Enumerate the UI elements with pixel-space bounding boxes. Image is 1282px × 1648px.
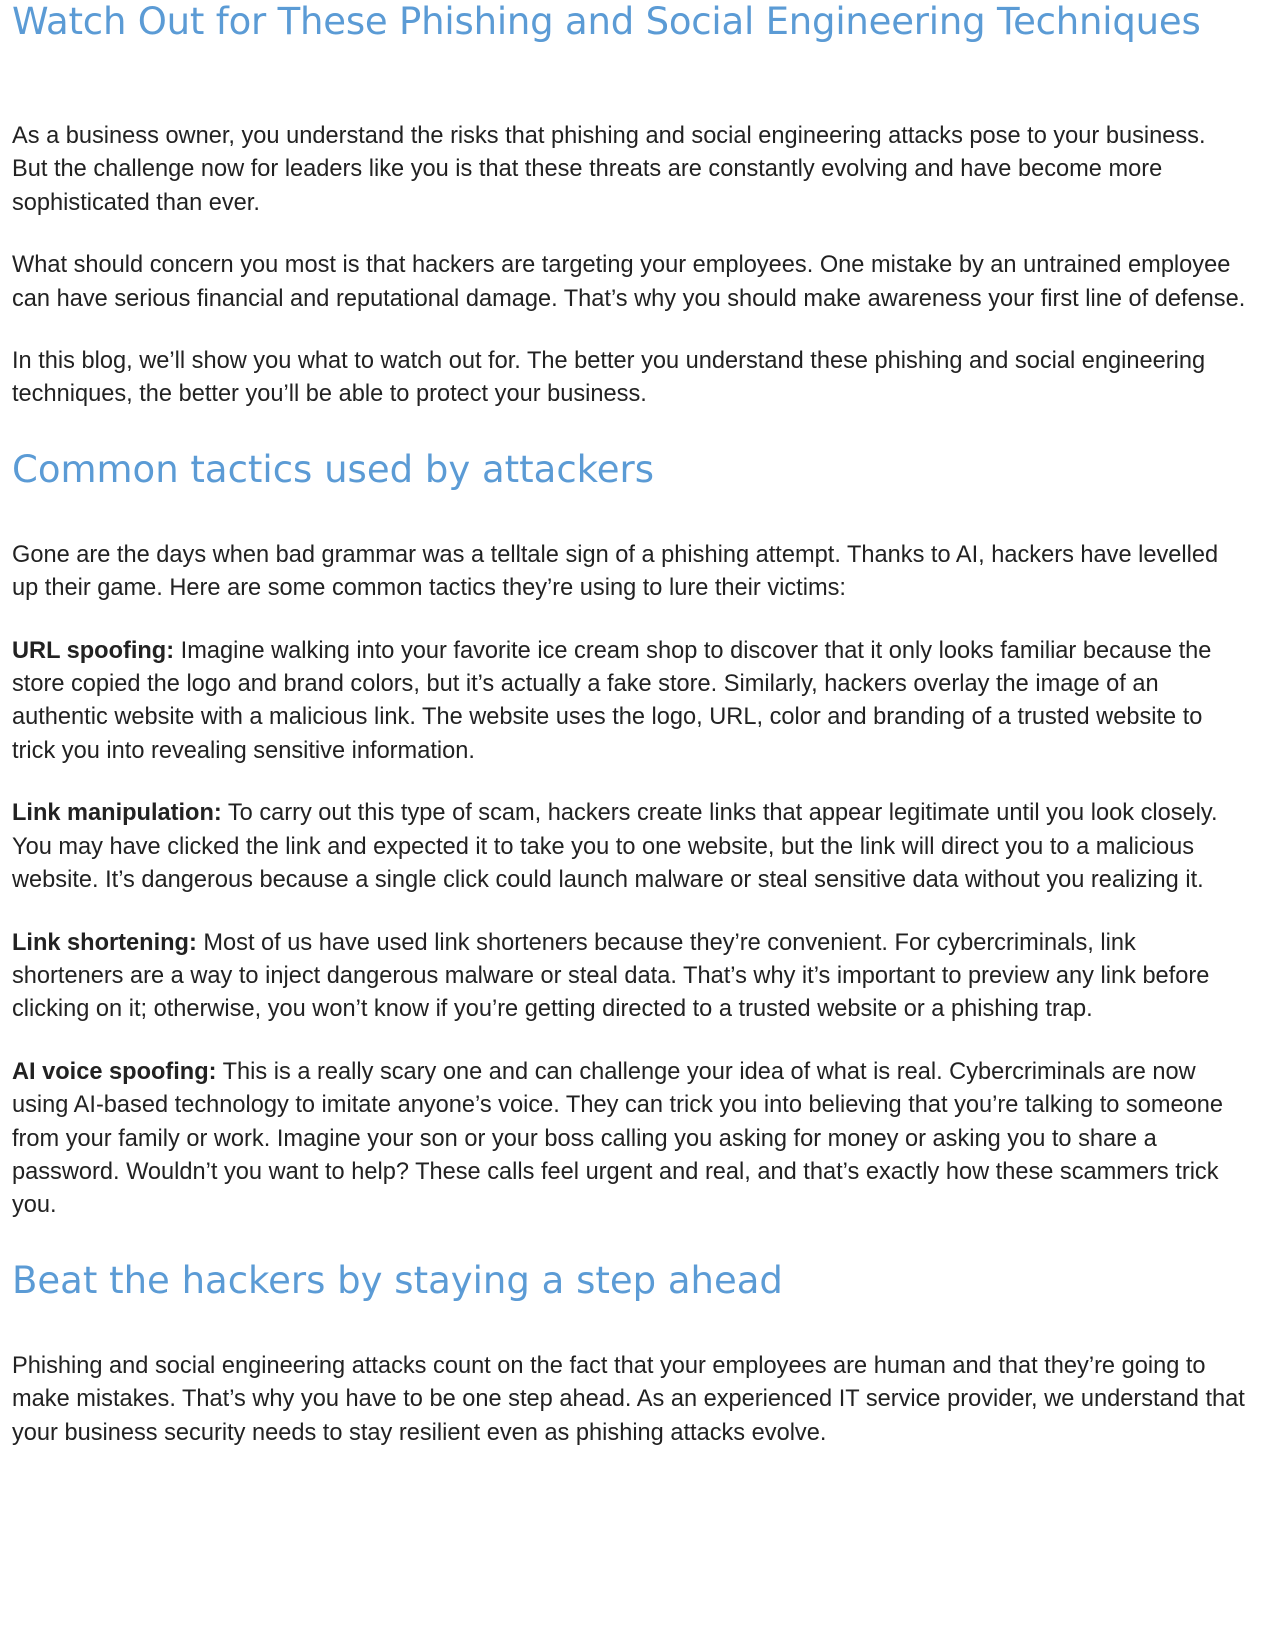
tactic-term: URL spoofing: (12, 637, 175, 664)
tactics-lead-paragraph: Gone are the days when bad grammar was a telltale sign of a phishing attempt. Thanks to AI, hackers have levelled up their game. Here are some common tactics they’re using to lure their victims: (12, 541, 1219, 602)
tactic-term: Link manipulation: (12, 800, 222, 827)
tactic-text: Most of us have used link shorteners because they’re convenient. For cybercriminals, link shorteners are a way to inject dangerous malware or steal data. That’s why it’s important to preview any link before clicking on it; otherwise, you won’t know if you’re getting directed to a trusted website or a phishing trap. (12, 929, 1210, 1023)
closing-paragraph: Phishing and social engineering attacks count on the fact that your employees are human and that they’re going to make mistakes. That’s why you have to be one step ahead. As an experienced IT service provider, we understand that your business security needs to stay resilient even as phishing attacks evolve. (12, 1352, 1245, 1446)
intro-paragraph-2-text: What should concern you most is that hackers are targeting your employees. One mistake by an untrained employee can have serious financial and reputational damage. That’s why you should make awareness your first line of defense. (12, 252, 1246, 312)
tactic-link-shortening (12, 927, 1247, 1027)
tactic-ai-voice-spoofing (12, 1056, 1247, 1223)
intro-paragraph-2 (12, 249, 1247, 316)
tactic-link-manipulation (12, 797, 1247, 897)
tactic-text: Imagine walking into your favorite ice cream shop to discover that it only looks familiar because the store copied the logo and brand colors, but it’s actually a fake store. Similarly, hackers overlay the image of an authentic website with a malicious link. The website uses the logo, URL, color and branding of a trusted website to trick you into revealing sensitive information. (12, 637, 1212, 764)
section-heading-beat-hackers: Beat the hackers by staying a step ahead (12, 1258, 783, 1302)
section-heading-tactics: Common tactics used by attackers (12, 447, 655, 491)
tactic-term: AI voice spoofing: (12, 1058, 217, 1085)
tactic-text: This is a really scary one and can challenge your idea of what is real. Cybercriminals are now using AI-based technology to imitate anyone’s voice. They can trick you into believing that you’re talking to someone from your family or work. Imagine your son or your boss calling you asking for money or asking you to share a password. Wouldn’t you want to help? These calls feel urgent and real, and that’s exactly how these scammers trick you. (12, 1058, 1223, 1219)
tactic-text: To carry out this type of scam, hackers create links that appear legitimate until you look closely. You may have clicked the link and expected it to take you to one website, but the link will direct you to a malicious website. It’s dangerous because a single click could launch malware or steal sensitive data without you realizing it. (12, 800, 1218, 894)
document-title: Watch Out for These Phishing and Social Engineering Techniques (12, 0, 1201, 43)
document-page[interactable] (12, 0, 1252, 1450)
intro-paragraph-1: As a business owner, you understand the risks that phishing and social engineering attacks pose to your business. But the challenge now for leaders like you is that these threats are constantly evolving and have become more sophisticated than ever. (12, 123, 1206, 216)
tactic-url-spoofing (12, 635, 1247, 769)
intro-paragraph-3: In this blog, we’ll show you what to watch out for. The better you understand these phishing and social engineering techniques, the better you’ll be able to protect your business. (12, 348, 1206, 408)
tactic-term: Link shortening: (12, 929, 197, 956)
